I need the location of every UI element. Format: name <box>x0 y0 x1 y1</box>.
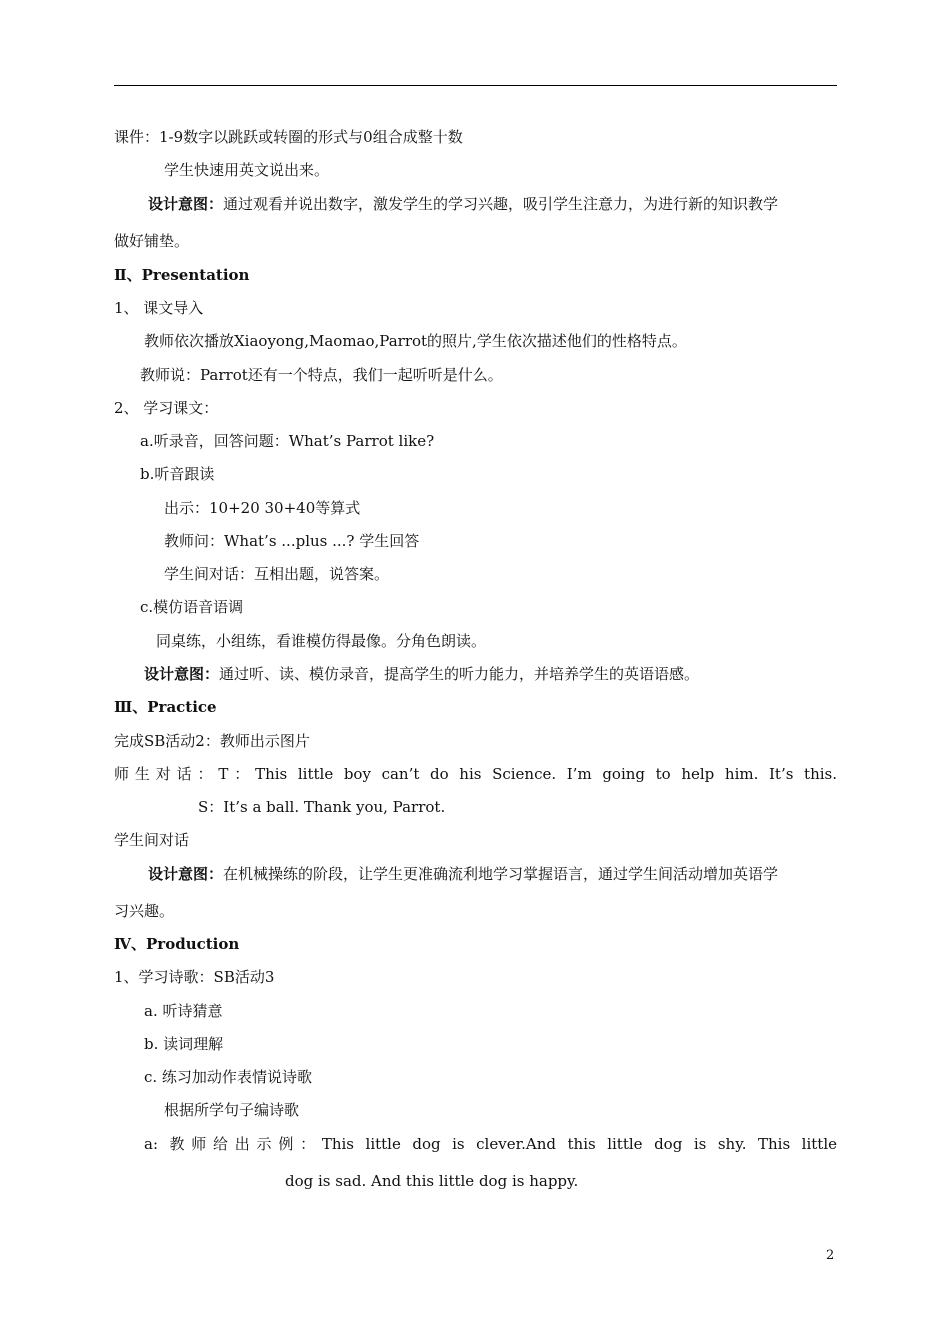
text-line: 学生间对话 <box>114 831 190 849</box>
design-intent-label: 设计意图： <box>144 665 220 683</box>
section-heading: Ⅳ、Production <box>114 935 240 953</box>
design-intent-line <box>148 864 778 884</box>
text-line: 教师依次播放Xiaoyong,Maomao,Parrot的照片,学生依次描述他们的性格特点。 <box>144 332 687 350</box>
text-line: c. 练习加动作表情说诗歌 <box>144 1068 312 1086</box>
text-line: 1、 课文导入 <box>114 299 204 317</box>
text-line: b.听音跟读 <box>140 465 215 483</box>
section-heading: Ⅱ、Presentation <box>114 266 250 284</box>
text-line: 教师问：What’s ...plus ...? 学生回答 <box>164 532 420 550</box>
text-line: a.听录音，回答问题：What’s Parrot like? <box>140 432 435 450</box>
text-line: 课件：1-9数字以跳跃或转圈的形式与0组合成整十数 <box>114 128 463 146</box>
text-line: 教师说：Parrot还有一个特点，我们一起听听是什么。 <box>140 366 503 384</box>
text-line: 同桌练，小组练，看谁模仿得最像。分角色朗读。 <box>156 632 487 650</box>
text-line: 出示：10+20 30+40等算式 <box>164 499 361 517</box>
text-line: b. 读词理解 <box>144 1035 224 1053</box>
text-line: 2、 学习课文： <box>114 399 219 417</box>
text-line: dog is sad. And this little dog is happy. <box>285 1172 579 1190</box>
section-heading: Ⅲ、Practice <box>114 698 217 716</box>
design-intent-text: 通过听、读、模仿录音，提高学生的听力能力，并培养学生的英语语感。 <box>219 665 700 683</box>
text-line: a: 教师给出示例：This little dog is clever.And this little dog is shy. This little <box>144 1135 837 1153</box>
page-number: 2 <box>826 1248 835 1263</box>
design-intent-line <box>144 664 699 684</box>
design-intent-line <box>148 194 778 214</box>
header-rule <box>114 85 837 86</box>
text-line: c.模仿语音语调 <box>140 598 244 616</box>
text-line: S：It’s a ball. Thank you, Parrot. <box>198 798 446 816</box>
text-line: 习兴趣。 <box>114 902 175 920</box>
text-line: a. 听诗猜意 <box>144 1002 223 1020</box>
design-intent-label: 设计意图： <box>148 865 224 883</box>
design-intent-text: 通过观看并说出数字，激发学生的学习兴趣，吸引学生注意力，为进行新的知识教学 <box>223 195 779 213</box>
text-line: 学生间对话：互相出题，说答案。 <box>164 565 390 583</box>
text-line: 完成SB活动2：教师出示图片 <box>114 732 310 750</box>
text-line: 根据所学句子编诗歌 <box>164 1101 300 1119</box>
text-line: 师生对话：T：This little boy can’t do his Science. I’m going to help him. It’s this. <box>114 765 837 783</box>
design-intent-label: 设计意图： <box>148 195 224 213</box>
design-intent-text: 在机械操练的阶段，让学生更准确流利地学习掌握语言，通过学生间活动增加英语学 <box>223 865 779 883</box>
text-line: 学生快速用英文说出来。 <box>164 161 330 179</box>
text-line: 做好铺垫。 <box>114 232 190 250</box>
text-line: 1、学习诗歌：SB活动3 <box>114 968 275 986</box>
